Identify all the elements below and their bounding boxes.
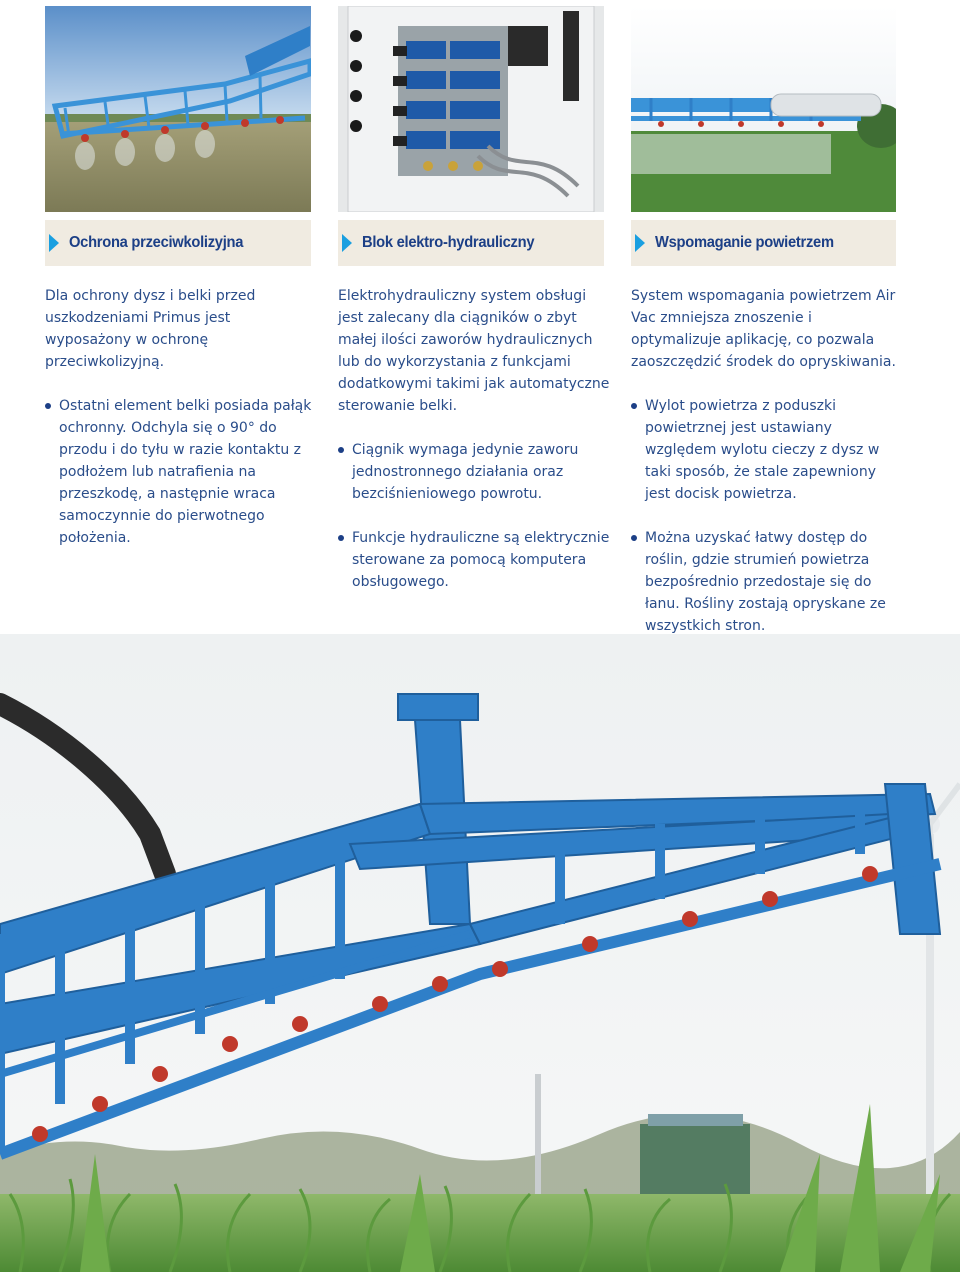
bullet-list bbox=[631, 395, 903, 637]
photo-boom-collision bbox=[45, 6, 311, 212]
column-intro: Elektrohydrauliczny system obsługi jest zalecany dla ciągników o zbyt małej ilości zaworów hydraulicznych lub do wykorzystania z funkcjami dodatkowymi takimi jak automatyczne sterowanie belki. bbox=[338, 288, 610, 414]
arrow-right-icon bbox=[635, 234, 645, 252]
photo-sprayer-boom-field bbox=[0, 634, 960, 1272]
arrow-right-icon bbox=[49, 234, 59, 252]
bullet-icon bbox=[631, 403, 637, 409]
bullet-icon bbox=[631, 535, 637, 541]
section-heading: Wspomaganie powietrzem bbox=[655, 234, 834, 251]
section-heading: Ochrona przeciwkolizyjna bbox=[69, 234, 244, 251]
list-item: Funkcje hydrauliczne są elektrycznie sterowane za pomocą komputera obsługowego. bbox=[338, 527, 610, 593]
list-item: Ciągnik wymaga jedynie zaworu jednostronnego działania oraz bezciśnieniowego powrotu. bbox=[338, 439, 610, 505]
list-item: Ostatni element belki posiada pałąk ochronny. Odchyla się o 90° do przodu i do tyłu w razie kontaktu z podłożem lub natrafienia na przeszkodę, a następnie wraca samoczynnie do pierwotnego położenia. bbox=[45, 395, 317, 549]
column-intro: System wspomagania powietrzem Air Vac zmniejsza znoszenie i optymalizuje aplikację, co pozwala zaoszczędzić środek do opryskiwania. bbox=[631, 288, 896, 370]
list-item: Wylot powietrza z poduszki powietrznej jest ustawiany względem wylotu cieczy z dysz w taki sposób, że stale zapewniony jest docisk powietrza. bbox=[631, 395, 903, 505]
bullet-list bbox=[45, 395, 317, 549]
bullet-icon bbox=[338, 447, 344, 453]
section-header-hydraulic bbox=[338, 220, 604, 266]
photo-hydraulic-block bbox=[338, 6, 604, 212]
section-heading: Blok elektro-hydrauliczny bbox=[362, 234, 535, 251]
column-hydraulic bbox=[338, 285, 610, 615]
section-header-air bbox=[631, 220, 896, 266]
photo-air-assist bbox=[631, 6, 896, 212]
list-item: Można uzyskać łatwy dostęp do roślin, gdzie strumień powietrza bezpośrednio przedostaje się do łanu. Rośliny zostają opryskane ze wszystkich stron. bbox=[631, 527, 903, 637]
arrow-right-icon bbox=[342, 234, 352, 252]
bullet-list bbox=[338, 439, 610, 593]
column-intro: Dla ochrony dysz i belki przed uszkodzeniami Primus jest wyposażony w ochronę przeciwkolizyjną. bbox=[45, 288, 256, 370]
bullet-icon bbox=[338, 535, 344, 541]
column-air bbox=[631, 285, 903, 659]
column-collision bbox=[45, 285, 317, 571]
section-header-collision bbox=[45, 220, 311, 266]
bullet-icon bbox=[45, 403, 51, 409]
